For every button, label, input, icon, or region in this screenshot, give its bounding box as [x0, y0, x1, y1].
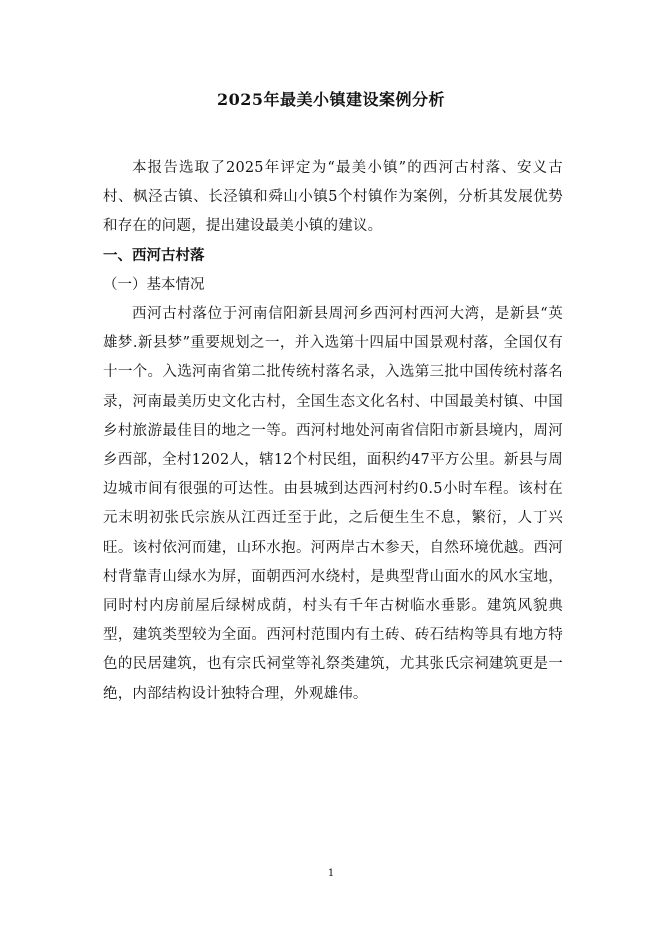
document-body [103, 154, 563, 709]
section-heading: 一、西河古村落 [103, 247, 205, 264]
page-number: 1 [327, 868, 335, 879]
document-title: 2025年最美小镇建设案例分析 [216, 90, 446, 109]
body-paragraph: 西河古村落位于河南信阳新县周河乡西河村西河大湾，是新县“英雄梦.新县梦”重要规划之一，并入选第十四届中国景观村落，全国仅有十一个。入选河南省第二批传统村落名录，入选第三批中国传统村落名录，河南最美历史文化古村，全国生态文化名村、中国最美村镇、中国乡村旅游最佳目的地之一等。西河村地处河南省信阳市新县境内，周河乡西部，全村1202人，辖12个村民组，面积约47平方公里。新县与周边城市间有很强的可达性。由县城到达西河村约0.5小时车程。该村在元末明初张氏宗族从江西迁至于此，之后便生生不息，繁衍，人丁兴旺。该村依河而建，山环水抱。河两岸古木参天，自然环境优越。西河村背靠青山绿水为屏，面朝西河水绕村，是典型背山面水的风水宝地，同时村内房前屋后绿树成荫，村头有千年古树临水垂影。建筑风貌典型，建筑类型较为全面。西河村范围内有土砖、砖石结构等具有地方特色的民居建筑，也有宗氏祠堂等礼祭类建筑，尤其张氏宗祠建筑更是一绝，内部结构设计独特合理，外观雄伟。 [103, 306, 563, 702]
subsection-heading: （一）基本情况 [103, 276, 205, 293]
intro-paragraph: 本报告选取了2025年评定为“最美小镇”的西河古村落、安义古村、枫泾古镇、长泾镇和舜山小镇5个村镇作为案例，分析其发展优势和存在的问题，提出建设最美小镇的建议。 [103, 160, 563, 235]
